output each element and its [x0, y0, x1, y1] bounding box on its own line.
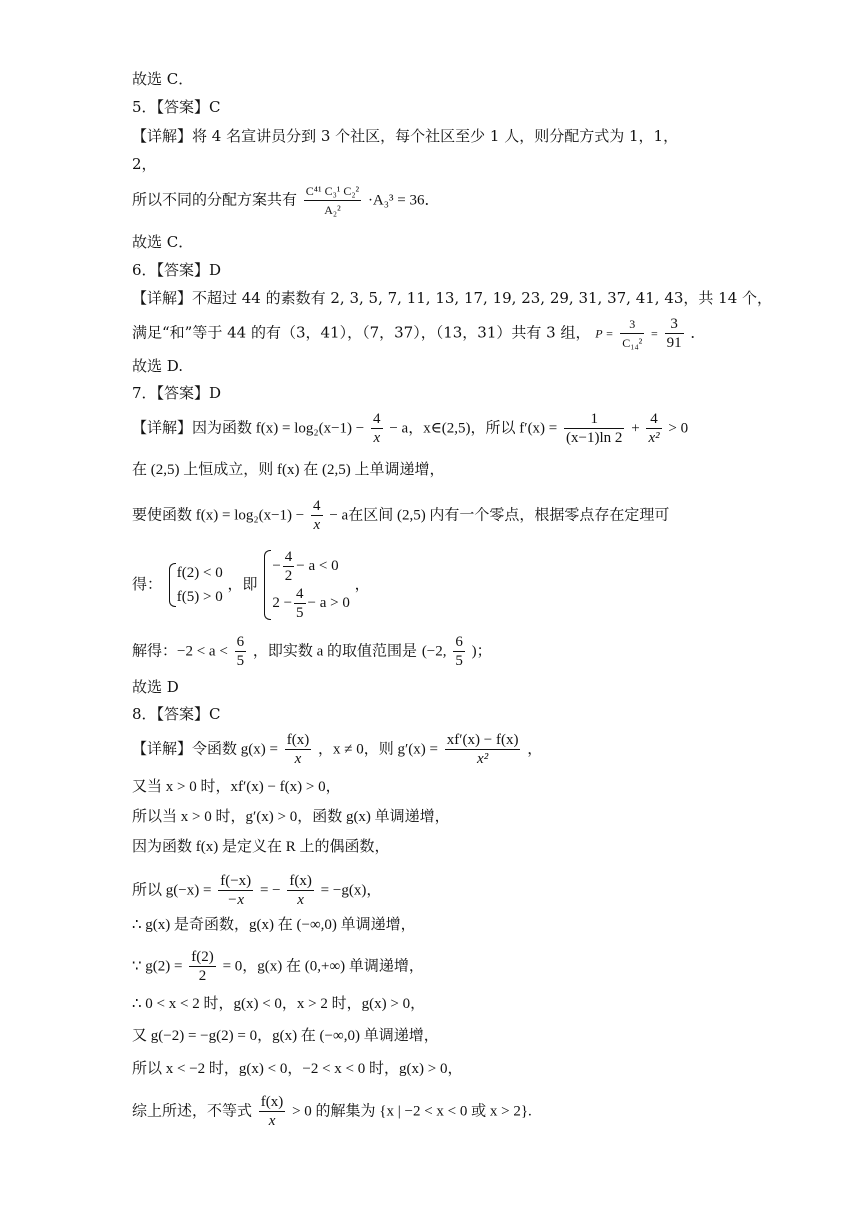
fraction: $\frac{1}{(x-1)\ln 2}$ [566, 411, 623, 446]
text-line: 在 (2,5) 上恒成立，则 f(x) 在 (2,5) 上单调递增， [132, 462, 445, 478]
answer-heading-8: 8．【答案】C [132, 705, 221, 723]
text-line: 【详解】将 4 名宣讲员分到 3 个社区，每个社区至少 1 人，则分配方式为 1，1， [132, 127, 679, 145]
text-line: 故选 D. [132, 357, 184, 375]
text-line: 故选 C． [132, 70, 194, 88]
system-of-inequalities: − $\frac{4}{2}$ − a < 0 2 − $\frac{4}{5}$ − a > 0 [262, 548, 350, 622]
answer-heading-7: 7．【答案】D [132, 384, 222, 402]
fraction: $\frac{f(x)}{x}$ [289, 873, 312, 908]
fraction: $\frac{4}{\text{x²}}$ [648, 411, 660, 446]
formula-line: 得： f(2) < 0 f(5) > 0 ，即 − $\frac{4}{2}$ − a < 0 2 − $\frac{4}{5}$ − a > 0 ， [132, 549, 370, 621]
text-line: 故选 D [132, 678, 179, 696]
formula-line: 解得：−2 < a < $\frac{6}{5}$ ，即实数 a 的取值范围是 (−2, $\frac{6}{5}$ )； [132, 634, 492, 669]
fraction: $\frac{4}{5}$ [296, 586, 304, 621]
formula-line: 满足“和”等于 44 的有（3，41），（7，37），（13，31）共有 3 组， P = $\frac{3}{\text{C₁₄²}}$ = $\frac{3}{91}$ ． [132, 316, 706, 351]
text-line: 所以当 x > 0 时，g′(x) > 0，函数 g(x) 单调递增， [132, 809, 450, 825]
text-line: 【详解】不超过 44 的素数有 2, 3, 5, 7, 11, 13, 17, 19, 23, 29, 31, 37, 41, 43，共 14 个， [132, 289, 773, 307]
formula-line: ∵ g(2) = $\frac{f(2)}{2}$ = 0，g(x) 在 (0,+∞) 单调递增， [132, 949, 424, 984]
text-line: 故选 C． [132, 233, 194, 251]
text-line: 又 g(−2) = −g(2) = 0，g(x) 在 (−∞,0) 单调递增， [132, 1028, 439, 1044]
text-line: ∴ 0 < x < 2 时，g(x) < 0，x > 2 时，g(x) > 0， [132, 996, 426, 1012]
fraction: $\frac{4}{2}$ [284, 549, 293, 584]
system-of-inequalities: f(2) < 0 f(5) > 0 [167, 561, 223, 609]
text-line: 因为函数 f(x) 是定义在 R 上的偶函数， [132, 839, 390, 855]
answer-heading-6: 6．【答案】D [132, 261, 222, 279]
fraction: $\frac{f(-x)}{-x}$ [220, 873, 252, 908]
answer-heading-5: 5．【答案】C [132, 98, 221, 116]
fraction: $\frac{f(x)}{x}$ [286, 732, 310, 767]
fraction: $\frac{f(2)}{2}$ [191, 949, 214, 984]
text-line: 所以 x < −2 时，g(x) < 0，−2 < x < 0 时，g(x) > 0， [132, 1061, 463, 1077]
text-line: 又当 x > 0 时，xf′(x) − f(x) > 0， [132, 779, 341, 795]
formula-line: 综上所述，不等式 $\frac{f(x)}{x}$ > 0 的解集为 {x | −2 < x < 0 或 x > 2}. [132, 1094, 532, 1129]
fraction: $\frac{4}{x}$ [313, 498, 321, 533]
fraction: $\frac{4}{x}$ [373, 411, 381, 446]
fraction: $\frac{3}{\text{C₁₄²}}$ [622, 317, 643, 350]
fraction: $\frac{6}{5}$ [455, 634, 463, 669]
text-line: 2， [132, 155, 157, 173]
formula-line: 【详解】令函数 g(x) = $\frac{f(x)}{x}$ ，x ≠ 0，则 g′(x) = $\frac{xf'(x) - f(x)}{\text{x²}}$ ， [132, 732, 543, 767]
fraction: $\frac{6}{5}$ [236, 634, 245, 669]
text-line: ∴ g(x) 是奇函数，g(x) 在 (−∞,0) 单调递增， [132, 917, 416, 933]
formula-line: 要使函数 f(x) = log₂(x−1) − $\frac{4}{x}$ − a在区间 (2,5) 内有一个零点，根据零点存在定理可 [132, 498, 670, 533]
formula-line: 【详解】因为函数 f(x) = log₂(x−1) − $\frac{4}{x}$ − a，x∈(2,5)，所以 f′(x) = $\frac{1}{(x-1)\ln 2}$ + $\frac{4}{\text{x²}}$ > 0 [132, 411, 689, 446]
formula-line: 所以 g(−x) = $\frac{f(-x)}{-x}$ = − $\frac{f(x)}{x}$ = −g(x)， [132, 873, 382, 908]
fraction: $\frac{f(x)}{x}$ [260, 1094, 284, 1129]
fraction: $\frac{\text{C⁴¹ C₃¹ C₂²}}{\text{A₂²}}$ [305, 184, 360, 217]
fraction: $\frac{xf'(x) - f(x)}{\text{x²}}$ [446, 732, 519, 767]
fraction: $\frac{3}{91}$ [666, 316, 682, 351]
formula-line: 所以不同的分配方案共有 $\frac{\text{C⁴¹ C₃¹ C₂²}}{\text{A₂²}}$ ·A₃³ = 36． [132, 184, 440, 217]
